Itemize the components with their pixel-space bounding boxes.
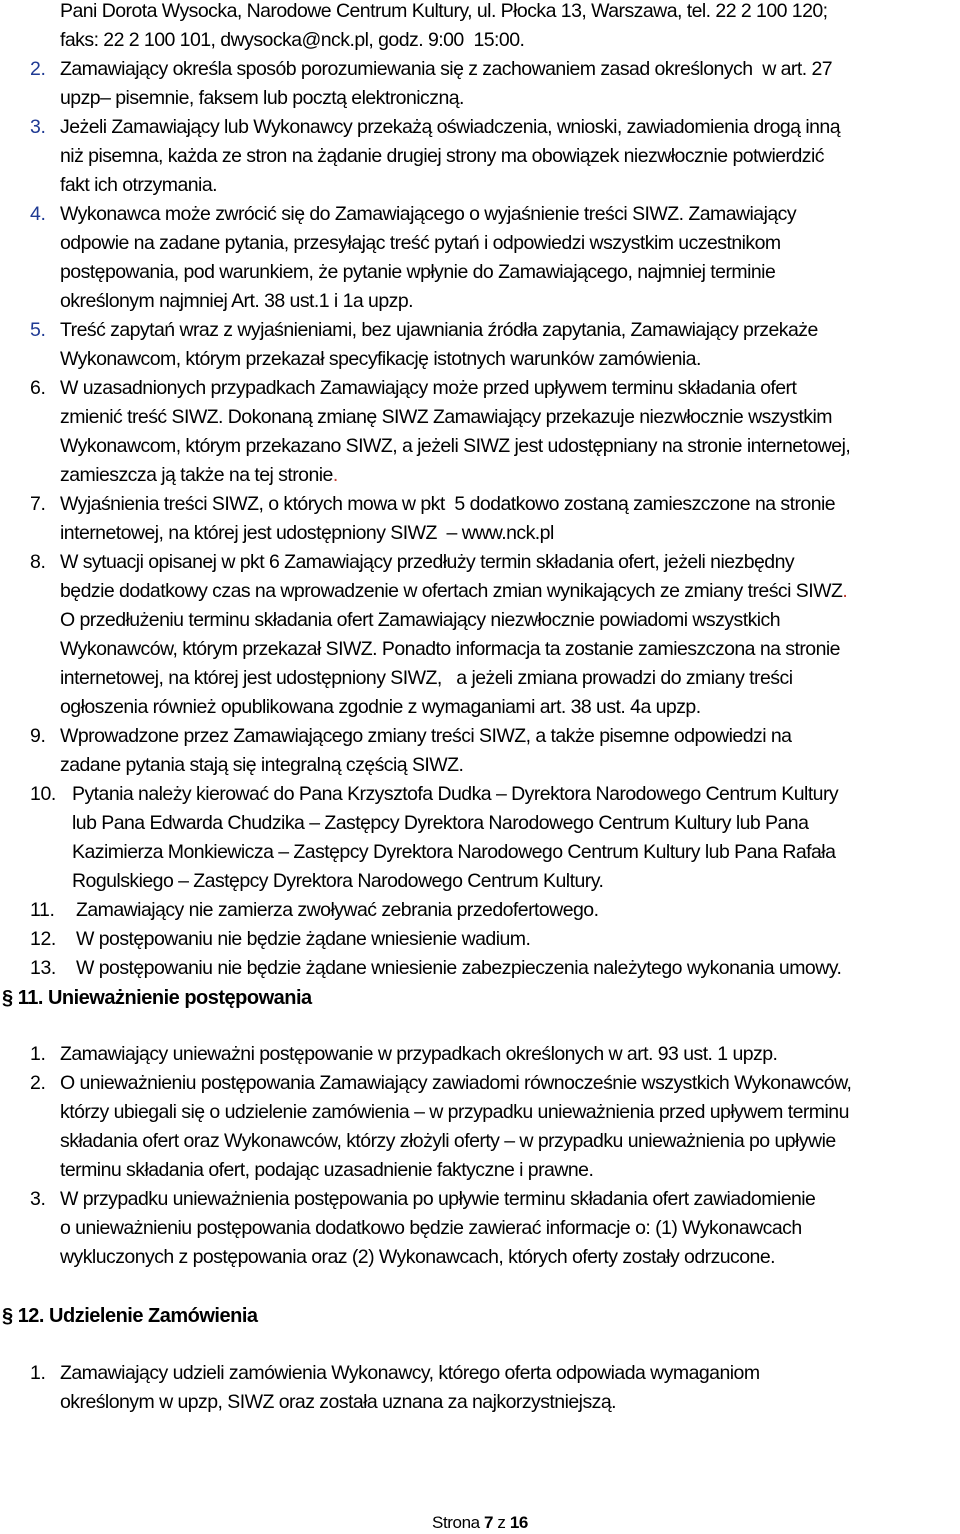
text-line: W postępowaniu nie będzie żądane wniesienie wadium.: [76, 928, 531, 950]
text-line: O unieważnieniu postępowania Zamawiający zawiadomi równocześnie wszystkich Wykonawców,: [60, 1072, 852, 1094]
text-line: składania ofert oraz Wykonawców, którzy złożyli oferty – w przypadku unieważnienia po upływie: [60, 1130, 836, 1152]
text-line: ogłoszenia również opublikowana zgodnie z wymaganiami art. 38 ust. 4a upzp.: [60, 696, 701, 718]
page-current: 7: [484, 1513, 494, 1532]
list-number: 3.: [30, 1188, 46, 1210]
list-number: 10.: [30, 783, 56, 805]
red-period: .: [842, 580, 848, 602]
text-line: Pytania należy kierować do Pana Krzysztofa Dudka – Dyrektora Narodowego Centrum Kultury: [72, 783, 839, 805]
text-line: upzp– pisemnie, faksem lub pocztą elektroniczną.: [60, 87, 464, 109]
text-line: terminu składania ofert, podając uzasadnienie faktyczne i prawne.: [60, 1159, 594, 1181]
text-line: postępowania, pod warunkiem, że pytanie wpłynie do Zamawiającego, najmniej terminie: [60, 261, 776, 283]
list-number: 8.: [30, 551, 46, 573]
list-number: 13.: [30, 957, 56, 979]
list-number: 11.: [30, 899, 55, 921]
text-line: W sytuacji opisanej w pkt 6 Zamawiający przedłuży termin składania ofert, jeżeli niezbędny: [60, 551, 795, 573]
text-line: określonym w upzp, SIWZ oraz została uznana za najkorzystniejszą.: [60, 1391, 617, 1413]
text-line: Zamawiający unieważni postępowanie w przypadkach określonych w art. 93 ust. 1 upzp.: [60, 1043, 778, 1065]
page-sep: z: [497, 1513, 506, 1532]
page-footer: [0, 1512, 960, 1534]
section-symbol: §: [2, 1305, 13, 1327]
page-label: Strona: [432, 1513, 480, 1532]
text-line: Jeżeli Zamawiający lub Wykonawcy przekażą oświadczenia, wnioski, zawiadomienia drogą inną: [60, 116, 841, 138]
text-line: Wykonawca może zwrócić się do Zamawiającego o wyjaśnienie treści SIWZ. Zamawiający: [60, 203, 797, 225]
text-line: W postępowaniu nie będzie żądane wniesienie zabezpieczenia należytego wykonania umowy.: [76, 957, 842, 979]
text-line: Wprowadzone przez Zamawiającego zmiany treści SIWZ, a także pisemne odpowiedzi na: [60, 725, 792, 747]
list-number: 5.: [30, 319, 46, 341]
text-line: wykluczonych z postępowania oraz (2) Wykonawcach, których oferty zostały odrzucone.: [60, 1246, 776, 1268]
text-line: określonym najmniej Art. 38 ust.1 i 1a upzp.: [60, 290, 413, 312]
text-segment: będzie dodatkowy czas na wprowadzenie w ofertach zmian wynikających ze zmiany treści SIWZ: [60, 580, 843, 602]
list-number: 2.: [30, 58, 46, 80]
list-number: 2.: [30, 1072, 46, 1094]
text-line: Kazimierza Monkiewicza – Zastępcy Dyrektora Narodowego Centrum Kultury lub Pana Rafała: [72, 841, 836, 863]
list-number: 12.: [30, 928, 56, 950]
text-line: internetowej, na której jest udostępniony SIWZ – www.nck.pl: [60, 522, 554, 544]
text-line: niż pisemna, każda ze stron na żądanie drugiej strony ma obowiązek niezwłocznie potwierdzić: [60, 145, 824, 167]
text-line: zmienić treść SIWZ. Dokonaną zmianę SIWZ Zamawiający przekazuje niezwłocznie wszystkim: [60, 406, 832, 428]
text-line: O przedłużeniu terminu składania ofert Zamawiający niezwłocznie powiadomi wszystkich: [60, 609, 781, 631]
text-line: Wyjaśnienia treści SIWZ, o których mowa w pkt 5 dodatkowo zostaną zamieszczone na stronie: [60, 493, 836, 515]
text-line: W przypadku unieważnienia postępowania po upływie terminu składania ofert zawiadomienie: [60, 1188, 816, 1210]
section-title: 12. Udzielenie Zamówienia: [17, 1305, 258, 1327]
text-line: Wykonawców, którym przekazał SIWZ. Ponadto informacja ta zostanie zamieszczona na stronie: [60, 638, 840, 660]
list-number: 7.: [30, 493, 46, 515]
text-line: fakt ich otrzymania.: [60, 174, 217, 196]
section-heading: [2, 1301, 258, 1331]
text-line: Zamawiający udzieli zamówienia Wykonawcy, którego oferta odpowiada wymaganiom: [60, 1362, 760, 1384]
list-number: 1.: [30, 1043, 46, 1065]
text-line: którzy ubiegali się o udzielenie zamówienia – w przypadku unieważnienia przed upływem terminu: [60, 1101, 849, 1123]
text-line: W uzasadnionych przypadkach Zamawiający może przed upływem terminu składania ofert: [60, 377, 797, 399]
text-line: Wykonawcom, którym przekazał specyfikację istotnych warunków zamówienia.: [60, 348, 701, 370]
text-line: [60, 577, 847, 606]
text-line: lub Pana Edwarda Chudzika – Zastępcy Dyrektora Narodowego Centrum Kultury lub Pana: [72, 812, 809, 834]
text-line: Wykonawcom, którym przekazano SIWZ, a jeżeli SIWZ jest udostępniany na stronie internetowej,: [60, 435, 851, 457]
list-number: 3.: [30, 116, 46, 138]
list-number: 9.: [30, 725, 46, 747]
text-line: faks: 22 2 100 101, dwysocka@nck.pl, godz. 9:00 15:00.: [60, 29, 525, 51]
text-line: Zamawiający określa sposób porozumiewania się z zachowaniem zasad określonych w art. 27: [60, 58, 833, 80]
text-line: Rogulskiego – Zastępcy Dyrektora Narodowego Centrum Kultury.: [72, 870, 604, 892]
text-line: o unieważnieniu postępowania dodatkowo będzie zawierać informacje o: (1) Wykonawcach: [60, 1217, 802, 1239]
list-number: 4.: [30, 203, 46, 225]
text-segment: zamieszcza ją także na tej stronie: [60, 464, 333, 486]
section-heading: [2, 983, 312, 1013]
text-line: Pani Dorota Wysocka, Narodowe Centrum Kultury, ul. Płocka 13, Warszawa, tel. 22 2 100 120;: [60, 0, 828, 22]
text-line: odpowie na zadane pytania, przesyłając treść pytań i odpowiedzi wszystkim uczestnikom: [60, 232, 781, 254]
text-line: internetowej, na której jest udostępniony SIWZ, a jeżeli zmiana prowadzi do zmiany treści: [60, 667, 793, 689]
text-line: zadane pytania stają się integralną częścią SIWZ.: [60, 754, 464, 776]
list-number: 6.: [30, 377, 46, 399]
section-title: 11. Unieważnienie postępowania: [17, 987, 312, 1009]
section-symbol: §: [2, 987, 13, 1009]
list-number: 1.: [30, 1362, 46, 1384]
text-line: [60, 461, 338, 490]
text-line: Treść zapytań wraz z wyjaśnieniami, bez ujawniania źródła zapytania, Zamawiający przekaże: [60, 319, 818, 341]
text-line: Zamawiający nie zamierza zwoływać zebrania przedofertowego.: [76, 899, 599, 921]
red-period: .: [332, 464, 338, 486]
page-total: 16: [509, 1513, 528, 1532]
